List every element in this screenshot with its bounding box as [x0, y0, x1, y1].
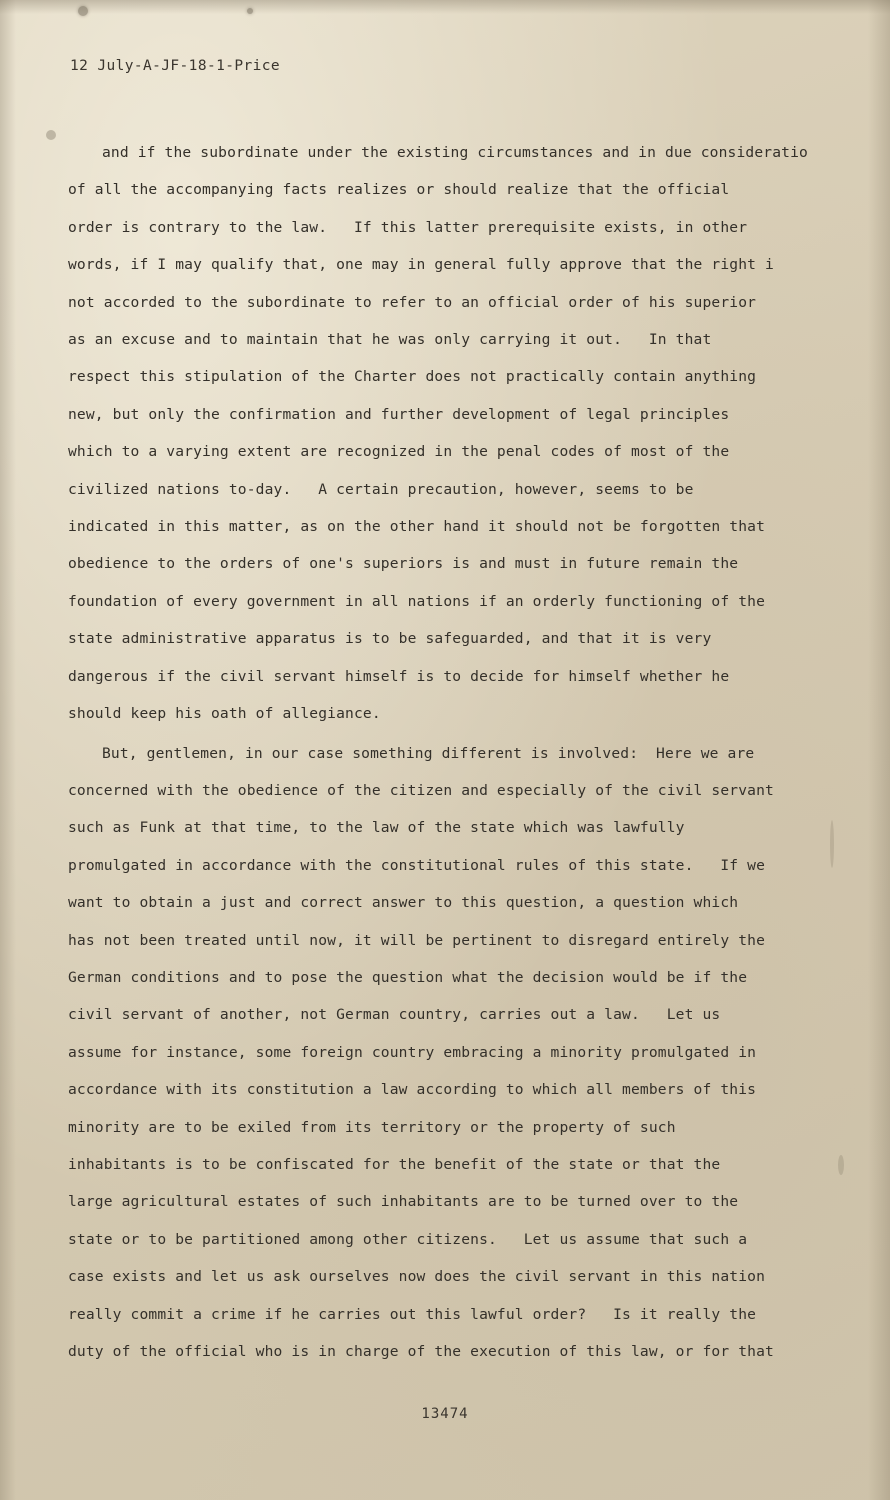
- text-line: which to a varying extent are recognized in the penal codes of most of the: [68, 443, 730, 461]
- punch-hole-icon: [247, 8, 253, 14]
- text-line: should keep his oath of allegiance.: [68, 705, 381, 723]
- text-line: dangerous if the civil servant himself is to decide for himself whether he: [68, 667, 730, 685]
- text-line: not accorded to the subordinate to refer to an official order of his superior: [68, 293, 757, 311]
- text-line: civilized nations to-day. A certain precaution, however, seems to be: [68, 480, 694, 498]
- text-line: But, gentlemen, in our case something different is involved: Here we are: [102, 744, 755, 762]
- text-line: order is contrary to the law. If this latter prerequisite exists, in other: [68, 218, 748, 236]
- text-line: such as Funk at that time, to the law of the state which was lawfully: [68, 819, 685, 837]
- text-line: really commit a crime if he carries out this lawful order? Is it really the: [68, 1305, 757, 1323]
- text-line: respect this stipulation of the Charter does not practically contain anything: [68, 368, 757, 386]
- page-number: 13474: [421, 1406, 469, 1422]
- paper-speck: [46, 130, 56, 140]
- text-line: large agricultural estates of such inhabitants are to be turned over to the: [68, 1193, 739, 1211]
- text-line: minority are to be exiled from its territory or the property of such: [68, 1118, 676, 1136]
- text-line: of all the accompanying facts realizes or should realize that the official: [68, 181, 730, 199]
- text-line: new, but only the confirmation and further development of legal principles: [68, 405, 730, 423]
- text-line: state administrative apparatus is to be safeguarded, and that it is very: [68, 630, 712, 648]
- paragraph: [68, 134, 830, 733]
- text-line: foundation of every government in all nations if an orderly functioning of the: [68, 592, 766, 610]
- text-line: state or to be partitioned among other citizens. Let us assume that such a: [68, 1230, 748, 1248]
- text-line: accordance with its constitution a law according to which all members of this: [68, 1081, 757, 1099]
- text-line: German conditions and to pose the question what the decision would be if the: [68, 968, 748, 986]
- page-header: 12 July-A-JF-18-1-Price: [70, 58, 280, 74]
- text-line: duty of the official who is in charge of the execution of this law, or for that: [68, 1343, 774, 1360]
- text-line: and if the subordinate under the existing circumstances and in due consideratio: [102, 144, 808, 161]
- text-line: assume for instance, some foreign country embracing a minority promulgated in: [68, 1043, 757, 1061]
- text-line: obedience to the orders of one's superiors is and must in future remain the: [68, 555, 739, 573]
- paper-speck: [838, 1155, 844, 1175]
- text-line: has not been treated until now, it will be pertinent to disregard entirely the: [68, 931, 766, 949]
- text-line: as an excuse and to maintain that he was only carrying it out. In that: [68, 331, 712, 349]
- page-edge-shadow-left: [0, 0, 16, 1500]
- paragraph: [68, 735, 830, 1371]
- paper-speck: [830, 820, 834, 868]
- page-edge-shadow-right: [868, 0, 890, 1500]
- text-line: want to obtain a just and correct answer to this question, a question which: [68, 894, 739, 912]
- text-line: inhabitants is to be confiscated for the benefit of the state or that the: [68, 1155, 721, 1173]
- text-line: promulgated in accordance with the constitutional rules of this state. If we: [68, 856, 766, 874]
- punch-hole-icon: [78, 6, 88, 16]
- text-line: case exists and let us ask ourselves now does the civil servant in this nation: [68, 1268, 766, 1286]
- page-edge-shadow-top: [0, 0, 890, 14]
- text-line: words, if I may qualify that, one may in general fully approve that the right i: [68, 256, 774, 274]
- text-line: civil servant of another, not German country, carries out a law. Let us: [68, 1006, 721, 1024]
- document-body: [68, 134, 830, 1370]
- text-line: indicated in this matter, as on the other hand it should not be forgotten that: [68, 518, 766, 536]
- text-line: concerned with the obedience of the citizen and especially of the civil servant: [68, 781, 774, 799]
